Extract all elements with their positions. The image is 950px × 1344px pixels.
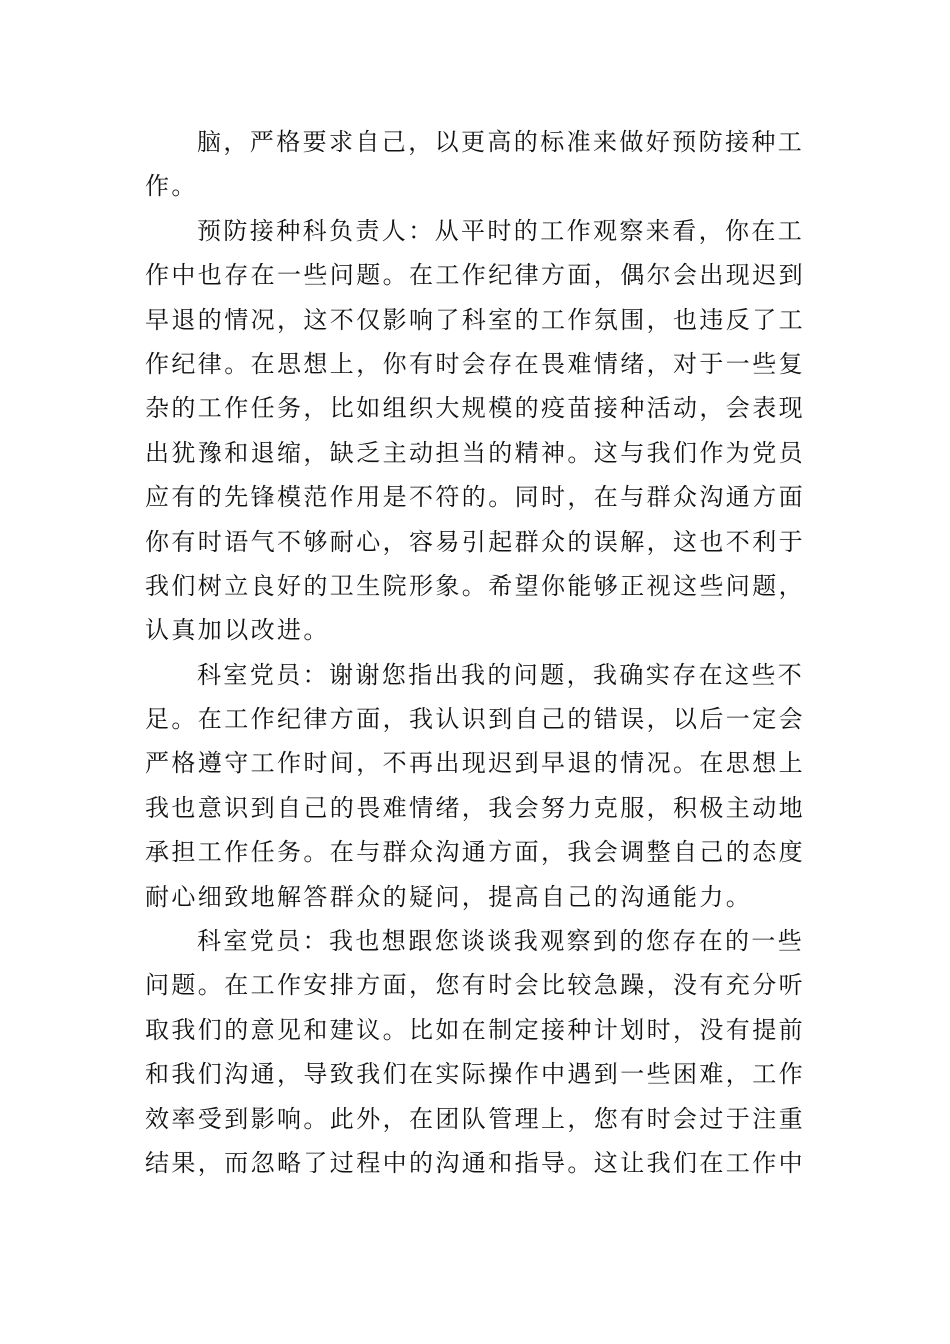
text-line: 作纪律。在思想上，你有时会存在畏难情绪，对于一些复: [145, 349, 805, 378]
document-page: [145, 120, 810, 1185]
text-line: 和我们沟通，导致我们在实际操作中遇到一些困难，工作: [145, 1060, 805, 1089]
text-line: 出犹豫和退缩，缺乏主动担当的精神。这与我们作为党员: [145, 438, 805, 467]
text-line: 早退的情况，这不仅影响了科室的工作氛围，也违反了工: [145, 305, 805, 334]
text-line: 效率受到影响。此外，在团队管理上，您有时会过于注重: [145, 1104, 805, 1133]
text-line: 预防接种科负责人：从平时的工作观察来看，你在工: [197, 216, 805, 245]
text-line: 问题。在工作安排方面，您有时会比较急躁，没有充分听: [145, 971, 805, 1000]
text-line: 认真加以改进。: [145, 616, 330, 645]
text-line: 科室党员：我也想跟您谈谈我观察到的您存在的一些: [197, 927, 805, 956]
paragraph-continuation: [145, 120, 810, 209]
text-line: 结果，而忽略了过程中的沟通和指导。这让我们在工作中: [145, 1148, 805, 1177]
text-line: 严格遵守工作时间，不再出现迟到早退的情况。在思想上: [145, 749, 805, 778]
text-line: 科室党员：谢谢您指出我的问题，我确实存在这些不: [197, 660, 805, 689]
text-line: 承担工作任务。在与群众沟通方面，我会调整自己的态度: [145, 838, 805, 867]
text-line: 作。: [145, 172, 198, 201]
text-line: 耐心细致地解答群众的疑问，提高自己的沟通能力。: [145, 882, 753, 911]
paragraph-member-response: [145, 653, 810, 919]
text-line: 应有的先锋模范作用是不符的。同时，在与群众沟通方面: [145, 483, 805, 512]
text-line: 足。在工作纪律方面，我认识到自己的错误，以后一定会: [145, 705, 805, 734]
text-line: 脑，严格要求自己，以更高的标准来做好预防接种工: [197, 128, 805, 156]
paragraph-supervisor-feedback: [145, 209, 810, 653]
paragraph-member-feedback: [145, 919, 810, 1185]
text-line: 你有时语气不够耐心，容易引起群众的误解，这也不利于: [145, 527, 805, 556]
text-line: 取我们的意见和建议。比如在制定接种计划时，没有提前: [145, 1015, 805, 1044]
text-line: 我们树立良好的卫生院形象。希望你能够正视这些问题，: [145, 571, 805, 600]
text-line: 我也意识到自己的畏难情绪，我会努力克服，积极主动地: [145, 793, 805, 822]
text-line: 作中也存在一些问题。在工作纪律方面，偶尔会出现迟到: [145, 261, 805, 290]
text-line: 杂的工作任务，比如组织大规模的疫苗接种活动，会表现: [145, 394, 805, 423]
